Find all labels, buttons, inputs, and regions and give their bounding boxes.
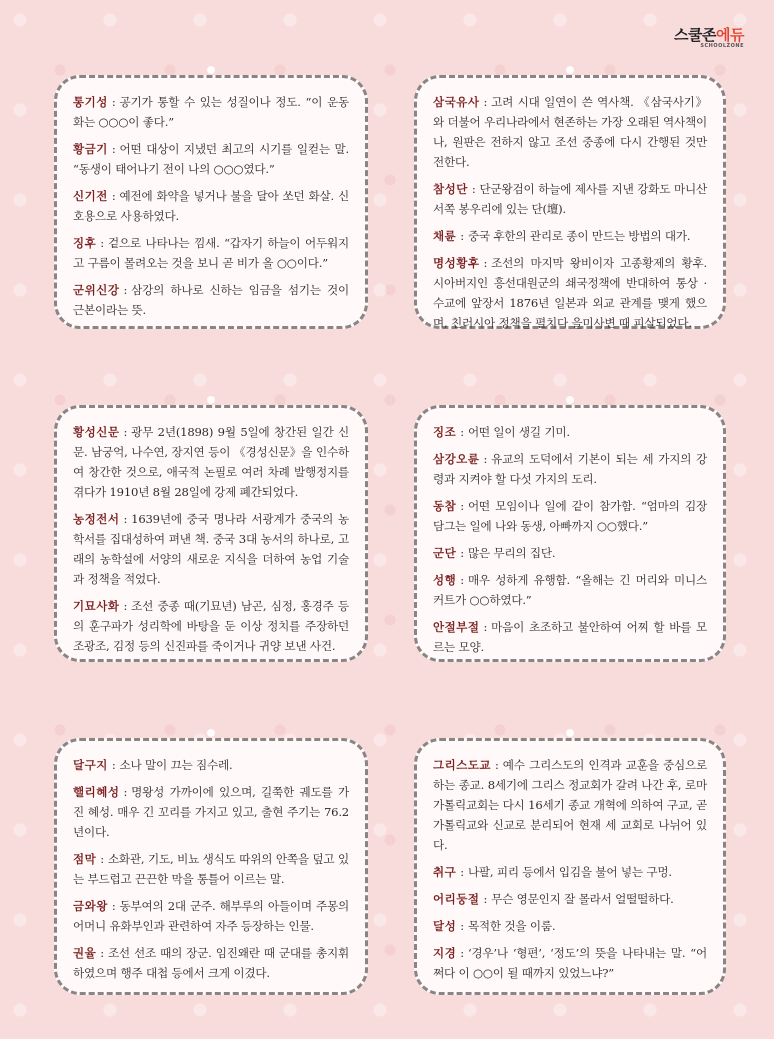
entry-term: 황성신문 <box>73 425 120 439</box>
entry-term: 핼리혜성 <box>73 785 120 799</box>
entry-term: 징조 <box>433 425 457 439</box>
entry-definition: 조선 중종 때(기묘년) 남곤, 심정, 홍경주 등의 훈구파가 성리학에 바탕을 둔 이상 정치를 주장하던 조광조, 김정 등의 신진파를 죽이거나 귀양 보낸 사건. <box>73 599 349 653</box>
entry-separator: : <box>100 236 104 250</box>
glossary-entry <box>73 943 349 983</box>
entry-definition: 겉으로 나타나는 낌새. “갑자기 하늘이 어두워지고 구름이 몰려오는 것을 보니 곧 비가 올 ○○이다.” <box>73 236 349 270</box>
glossary-entry <box>73 186 349 226</box>
entry-separator: : <box>111 899 116 913</box>
entry-term: 달성 <box>433 919 457 933</box>
glossary-card-1 <box>54 75 368 329</box>
glossary-card-6 <box>414 738 726 995</box>
entry-term: 성행 <box>433 573 457 587</box>
entry-term: 황금기 <box>73 142 108 156</box>
entry-separator: : <box>460 919 464 933</box>
glossary-entry <box>73 509 349 589</box>
entry-term: 권율 <box>73 946 97 960</box>
entry-term: 참성단 <box>433 182 468 196</box>
entry-term: 달구지 <box>73 758 108 772</box>
glossary-entry <box>433 617 707 657</box>
entry-definition: 어떤 모임이나 일에 같이 참가함. “엄마의 김장 담그는 일에 나와 동생, 아빠까지 ○○했다.” <box>433 499 707 533</box>
glossary-entry <box>73 596 349 656</box>
entry-definition: 광무 2년(1898) 9월 5일에 창간된 일간 신문. 남궁억, 나수연, 장지연 등이 《경성신문》을 인수하여 창간한 것으로, 애국적 논필로 여러 차례 발행정지를 겪다가 1910년 8월 28일에 강제 폐간되었다. <box>73 425 349 499</box>
entry-separator: : <box>471 182 476 196</box>
entry-definition: 어떤 대상이 지냈던 최고의 시기를 일컫는 말. “동생이 태어나기 전이 나의 ○○○였다.” <box>73 142 349 176</box>
entry-separator: : <box>123 599 128 613</box>
entry-definition: 조선의 마지막 왕비이자 고종황제의 황후. 시아버지인 흥선대원군의 쇄국정책에 반대하여 통상 · 수교에 앞장서 1876년 일본과 외교 관계를 맺게 했으며, 친러시아 정책을 펼치다 을미사변 때 피살되었다. <box>433 256 707 330</box>
entry-term: 군단 <box>433 546 457 560</box>
glossary-entry <box>433 543 707 563</box>
entry-separator: : <box>111 95 116 109</box>
glossary-entry <box>73 849 349 889</box>
glossary-entry <box>433 862 707 882</box>
entry-term: 안절부절 <box>433 620 480 634</box>
entry-separator: : <box>483 452 488 466</box>
glossary-entry <box>73 139 349 179</box>
glossary-entry <box>73 755 349 775</box>
entry-definition: 중국 후한의 관리로 종이 만드는 방법의 대가. <box>467 229 691 243</box>
entry-definition: 많은 무리의 집단. <box>467 546 556 560</box>
entry-term: 삼국유사 <box>433 95 480 109</box>
entry-definition: 나팔, 피리 등에서 입김을 불어 넣는 구멍. <box>467 865 672 879</box>
entry-separator: : <box>100 946 104 960</box>
entry-term: 통기성 <box>73 95 108 109</box>
entry-definition: 조선 선조 때의 장군. 임진왜란 때 군대를 총지휘하였으며 행주 대첩 등에서 크게 이겼다. <box>73 946 349 980</box>
entry-separator: : <box>460 425 464 439</box>
entry-separator: : <box>460 865 464 879</box>
entry-definition: 마음이 초조하고 불안하여 어찌 할 바를 모르는 모양. <box>433 620 707 654</box>
logo-subtext: SCHOOLZONE <box>700 43 744 49</box>
entry-separator: : <box>460 546 464 560</box>
glossary-entry <box>433 179 707 219</box>
entry-separator: : <box>483 95 488 109</box>
brand-logo <box>674 28 744 49</box>
entry-definition: 동부여의 2대 군주. 해부루의 아들이며 주몽의 어머니 유화부인과 관련하여 자주 등장하는 인물. <box>73 899 349 933</box>
glossary-entry <box>433 226 707 246</box>
glossary-card-3 <box>54 405 368 662</box>
entry-term: 금와왕 <box>73 899 108 913</box>
entry-separator: : <box>483 620 488 634</box>
entry-separator: : <box>123 425 128 439</box>
glossary-entry <box>433 422 707 442</box>
glossary-entry <box>73 782 349 842</box>
entry-separator: : <box>495 758 499 772</box>
glossary-entry <box>433 253 707 333</box>
glossary-entry <box>433 449 707 489</box>
entry-term: 점막 <box>73 852 97 866</box>
entry-definition: 유교의 도덕에서 기본이 되는 세 가지의 강령과 지켜야 할 다섯 가지의 도리. <box>433 452 707 486</box>
entry-separator: : <box>123 785 128 799</box>
glossary-card-5 <box>54 738 368 995</box>
entry-term: 취구 <box>433 865 457 879</box>
glossary-entry <box>433 92 707 172</box>
entry-separator: : <box>100 852 104 866</box>
glossary-entry <box>73 233 349 273</box>
entry-term: 어리둥절 <box>433 892 480 906</box>
entry-definition: 매우 성하게 유행함. “올해는 긴 머리와 미니스커트가 ○○하였다.” <box>433 573 707 607</box>
entry-separator: : <box>460 946 464 960</box>
entry-definition: 예전에 화약을 넣거나 불을 달아 쏘던 화살. 신호용으로 사용하였다. <box>73 189 349 223</box>
entry-separator: : <box>460 499 464 513</box>
glossary-entry <box>433 496 707 536</box>
entry-definition: 삼강의 하나로 신하는 임금을 섬기는 것이 근본이라는 뜻. <box>73 283 349 317</box>
entry-term: 신기전 <box>73 189 108 203</box>
entry-definition: 소화관, 기도, 비뇨 생식도 따위의 안쪽을 덮고 있는 부드럽고 끈끈한 막을 통틀어 이르는 말. <box>73 852 349 886</box>
glossary-card-4 <box>414 405 726 662</box>
glossary-entry <box>433 916 707 936</box>
entry-term: 삼강오륜 <box>433 452 480 466</box>
glossary-entry <box>433 943 707 983</box>
entry-term: 기묘사화 <box>73 599 120 613</box>
entry-term: 채륜 <box>433 229 457 243</box>
entry-separator: : <box>460 573 464 587</box>
entry-term: 지경 <box>433 946 457 960</box>
entry-definition: 명왕성 가까이에 있으며, 길쭉한 궤도를 가진 혜성. 매우 긴 꼬리를 가지고 있고, 출현 주기는 76.2년이다. <box>73 785 349 839</box>
entry-separator: : <box>483 256 488 270</box>
entry-separator: : <box>460 229 464 243</box>
logo-wordmark: 스쿨존에듀 <box>674 26 744 44</box>
glossary-card-2 <box>414 75 726 329</box>
entry-term: 징후 <box>73 236 97 250</box>
glossary-entry <box>433 889 707 909</box>
entry-definition: 1639년에 중국 명나라 서광계가 중국의 농학서를 집대성하여 펴낸 책. 중국 3대 농서의 하나로, 고래의 농학설에 서양의 새로운 지식을 더하여 농업 기술과 정책을 적었다. <box>73 512 349 586</box>
entry-separator: : <box>483 892 488 906</box>
entry-definition: 예수 그리스도의 인격과 교훈을 중심으로 하는 종교. 8세기에 그리스 정교회가 갈려 나간 후, 로마 가톨릭교회는 다시 16세기 종교 개혁에 의하여 구교, 곧 가톨릭교와 신교로 분리되어 현재 세 교회로 나뉘어 있다. <box>433 758 707 852</box>
glossary-entry <box>433 755 707 855</box>
entry-separator: : <box>111 758 116 772</box>
entry-definition: 무슨 영문인지 잘 몰라서 얼떨떨하다. <box>491 892 674 906</box>
entry-definition: 목적한 것을 이룸. <box>467 919 556 933</box>
entry-separator: : <box>123 512 128 526</box>
entry-term: 그리스도교 <box>433 758 492 772</box>
entry-definition: ‘경우’나 ‘형편’, ‘정도’의 뜻을 나타내는 말. “어쩌다 이 ○○이 될 때까지 있었느냐?” <box>433 946 707 980</box>
entry-definition: 고려 시대 일연이 쓴 역사책. 《삼국사기》와 더불어 우리나라에서 현존하는 가장 오래된 역사책이나, 원판은 전하지 않고 조선 중종에 다시 간행된 것만 전한다. <box>433 95 707 169</box>
entry-term: 명성황후 <box>433 256 480 270</box>
entry-definition: 소나 말이 끄는 짐수레. <box>119 758 233 772</box>
entry-term: 농정전서 <box>73 512 120 526</box>
entry-separator: : <box>111 189 116 203</box>
glossary-entry <box>73 422 349 502</box>
entry-term: 군위신강 <box>73 283 120 297</box>
glossary-entry <box>73 896 349 936</box>
glossary-entry <box>73 280 349 320</box>
glossary-entry <box>433 570 707 610</box>
entry-definition: 어떤 일이 생길 기미. <box>467 425 570 439</box>
entry-term: 동참 <box>433 499 457 513</box>
glossary-entry <box>73 92 349 132</box>
entry-definition: 단군왕검이 하늘에 제사를 지낸 강화도 마니산 서쪽 봉우리에 있는 단(壇). <box>433 182 707 216</box>
entry-separator: : <box>111 142 116 156</box>
entry-separator: : <box>123 283 128 297</box>
entry-definition: 공기가 통할 수 있는 성질이나 정도. “이 운동화는 ○○○이 좋다.” <box>73 95 349 129</box>
